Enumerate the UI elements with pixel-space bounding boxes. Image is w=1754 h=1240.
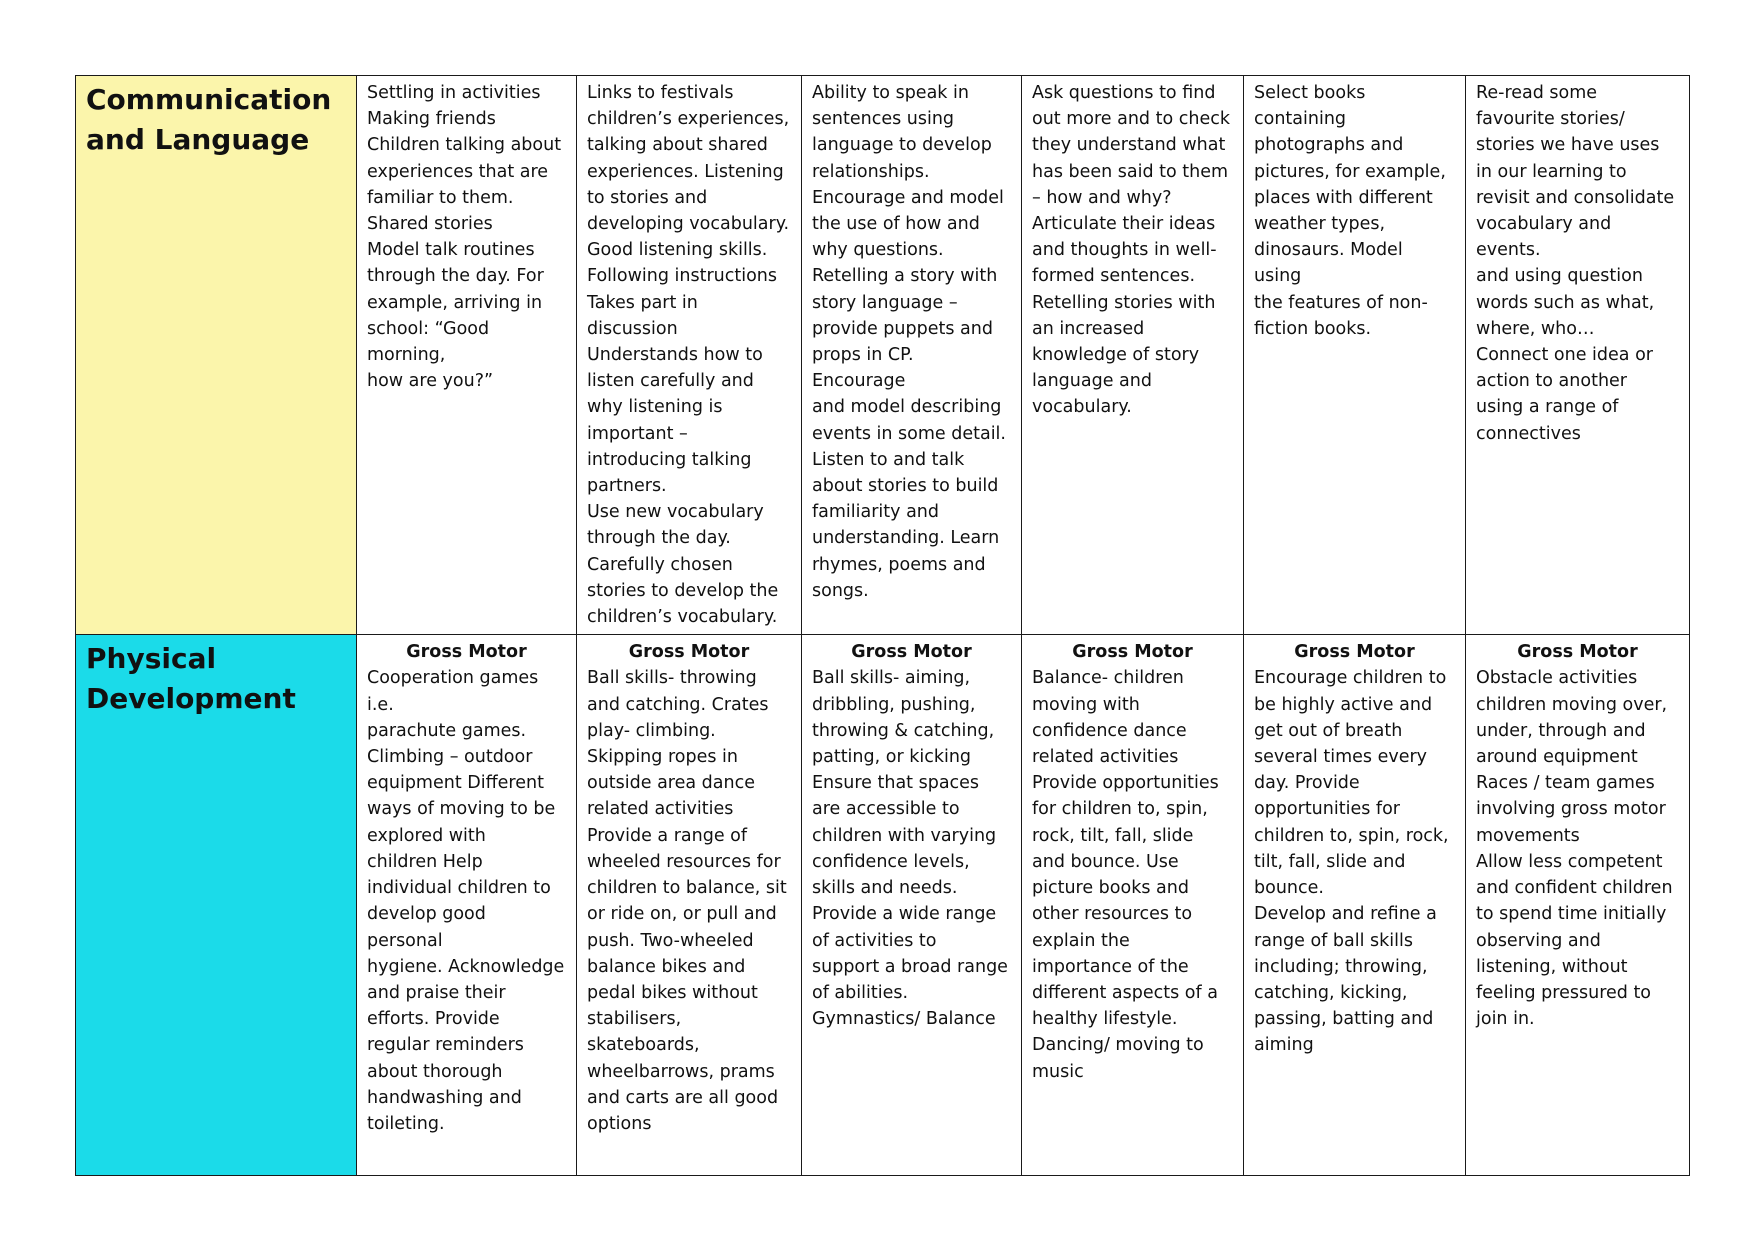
table-cell [1244, 76, 1466, 635]
table-row-communication-language [76, 76, 1690, 635]
cell-text: Cooperation games i.e. parachute games. Climbing – outdoor equipment Different ways of moving to be explored with children Help individual children to develop good personal hygiene. Acknowledge and praise their efforts. Provide regular reminders about thorough handwashing and toileting. [367, 668, 565, 1134]
table-cell [357, 76, 577, 635]
table-cell [1022, 635, 1244, 1176]
cell-text: Links to festivals children’s experiences, talking about shared experiences. Listening to stories and developing vocabulary. Good listening skills. Following instructions Takes part in discussion Understands how to listen carefully and why listening is important – introducing talking partners. Use new vocabulary through the day. Carefully chosen stories to develop the children’s vocabulary. [587, 83, 790, 628]
cell-text: Encourage children to be highly active and get out of breath several times every day. Provide opportunities for children to, spin, rock, tilt, fall, slide and bounce. Develop and refine a range of ball skills including; throwing, catching, kicking, passing, batting and aiming [1254, 668, 1449, 1056]
table-cell [577, 76, 802, 635]
cell-heading: Gross Motor [406, 642, 527, 663]
table-cell [577, 635, 802, 1176]
cell-text: Ball skills- throwing and catching. Crates play- climbing. Skipping ropes in outside area dance related activities Provide a range of wheeled resources for children to balance, sit or ride on, or pull and push. Two-wheeled balance bikes and pedal bikes without stabilisers, skateboards, wheelbarrows, prams and carts are all good options [587, 668, 787, 1134]
cell-text: Re-read some favourite stories/ stories we have uses in our learning to revisit and consolidate vocabulary and events. and using question words such as what, where, who… Connect one idea or action to another using a range of connectives [1476, 83, 1675, 444]
cell-text: Balance- children moving with confidence dance related activities Provide opportunities for children to, spin, rock, tilt, fall, slide and bounce. Use picture books and other resources to explain the importance of the different aspects of a healthy lifestyle. Dancing/ moving to music [1032, 668, 1219, 1082]
area-cell-communication-language [76, 76, 357, 635]
cell-text: Ask questions to find out more and to check they understand what has been said to them – how and why? Articulate their ideas and thoughts in well- formed sentences. Retelling stories with an increased knowledge of story language and vocabulary. [1032, 83, 1230, 418]
table-row-physical-development [76, 635, 1690, 1176]
cell-heading: Gross Motor [851, 642, 972, 663]
table-cell [802, 635, 1022, 1176]
cell-heading: Gross Motor [1294, 642, 1415, 663]
cell-heading: Gross Motor [1517, 642, 1638, 663]
cell-text: Ability to speak in sentences using language to develop relationships. Encourage and model the use of how and why questions. Retelling a story with story language – provide puppets and props in CP. Encourage and model describing events in some detail. Listen to and talk about stories to build familiarity and understanding. Learn rhymes, poems and songs. [812, 83, 1006, 601]
cell-text: Obstacle activities children moving over, under, through and around equipment Races / team games involving gross motor movements Allow less competent and confident children to spend time initially observing and listening, without feeling pressured to join in. [1476, 668, 1673, 1030]
area-cell-physical-development [76, 635, 357, 1176]
cell-text: Ball skills- aiming, dribbling, pushing, throwing & catching, patting, or kicking Ensure that spaces are accessible to children with varying confidence levels, skills and needs. Provide a wide range of activities to support a broad range of abilities. Gymnastics/ Balance [812, 668, 1008, 1030]
table-cell [802, 76, 1022, 635]
cell-heading: Gross Motor [1072, 642, 1193, 663]
cell-text: Select books containing photographs and pictures, for example, places with different weather types, dinosaurs. Model using the features of non- fiction books. [1254, 83, 1446, 339]
table-cell [357, 635, 577, 1176]
curriculum-table [75, 75, 1690, 1176]
cell-text: Settling in activities Making friends Children talking about experiences that are familiar to them. Shared stories Model talk routines through the day. For example, arriving in school: “Good morning, how are you?” [367, 83, 562, 392]
table-cell [1466, 76, 1690, 635]
table-cell [1244, 635, 1466, 1176]
area-title: Communication and Language [86, 83, 332, 156]
table-cell [1022, 76, 1244, 635]
area-title: Physical Development [86, 642, 296, 716]
cell-heading: Gross Motor [628, 642, 750, 663]
table-cell [1466, 635, 1690, 1176]
